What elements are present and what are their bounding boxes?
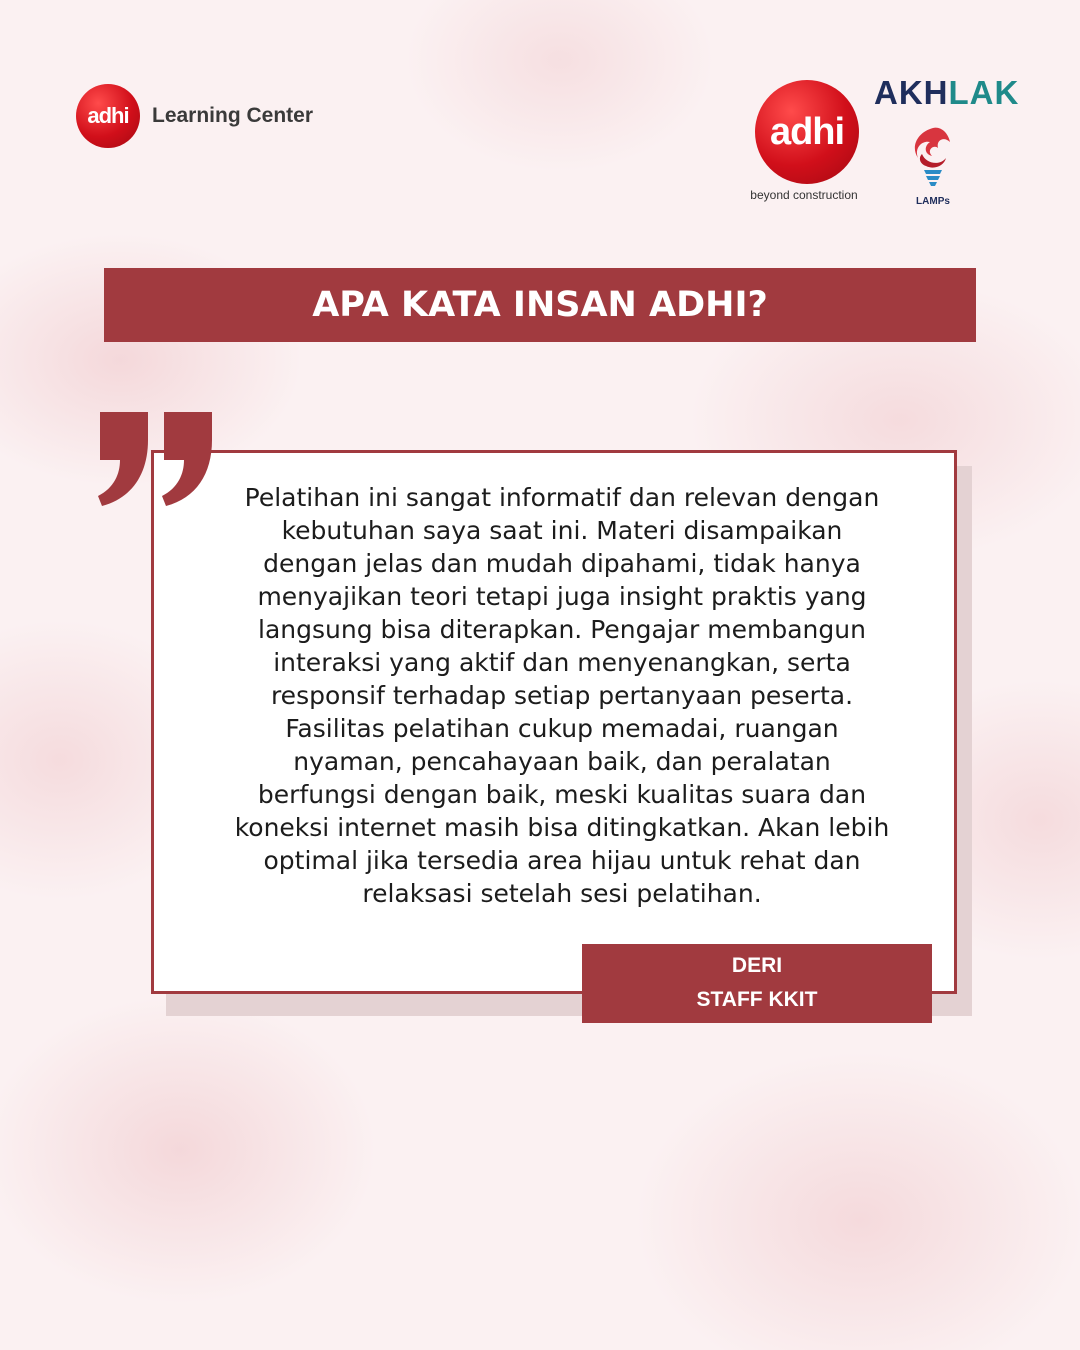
adhi-logo-icon: adhi	[755, 80, 859, 184]
testimonial-line: nyaman, pencahayaan baik, dan peralatan	[293, 747, 831, 776]
testimonial-line: menyajikan teori tetapi juga insight praktis yang	[257, 582, 867, 611]
testimonial-line: responsif terhadap setiap pertanyaan peserta.	[270, 681, 854, 710]
lamps-logo	[904, 124, 962, 207]
adhi-small-logo-icon: adhi	[76, 84, 140, 148]
quote-marks-icon	[96, 412, 216, 510]
akhlak-logo	[874, 74, 1019, 112]
author-role: STAFF KKIT	[696, 988, 818, 1011]
title-banner	[104, 268, 976, 342]
testimonial-text	[212, 481, 912, 910]
adhi-main-logo	[752, 80, 862, 202]
page-title: APA KATA INSAN ADHI?	[312, 285, 768, 325]
testimonial-line: dengan jelas dan mudah dipahami, tidak hanya	[263, 549, 861, 578]
testimonial-line: Pelatihan ini sangat informatif dan relevan dengan	[244, 483, 880, 512]
testimonial-line: koneksi internet masih bisa ditingkatkan. Akan lebih	[234, 813, 890, 842]
learning-center-logo	[76, 84, 313, 148]
testimonial-line: optimal jika tersedia area hijau untuk rehat dan	[263, 846, 861, 875]
author-name: DERI	[731, 954, 783, 977]
adhi-tagline: beyond construction	[750, 188, 858, 202]
author-badge	[582, 944, 932, 1023]
testimonial-line: Fasilitas pelatihan cukup memadai, ruangan	[285, 714, 839, 743]
lamps-flame-icon	[904, 124, 962, 194]
lamps-label: LAMPs	[916, 196, 950, 207]
akhlak-suffix: LAK	[948, 74, 1020, 111]
testimonial-line: relaksasi setelah sesi pelatihan.	[362, 879, 762, 908]
testimonial-line: langsung bisa diterapkan. Pengajar membangun	[258, 615, 866, 644]
learning-center-label: Learning Center	[152, 104, 314, 127]
testimonial-line: kebutuhan saya saat ini. Materi disampaikan	[281, 516, 843, 545]
akhlak-prefix: AKH	[874, 74, 949, 111]
testimonial-line: interaksi yang aktif dan menyenangkan, serta	[273, 648, 851, 677]
testimonial-line: berfungsi dengan baik, meski kualitas suara dan	[257, 780, 867, 809]
